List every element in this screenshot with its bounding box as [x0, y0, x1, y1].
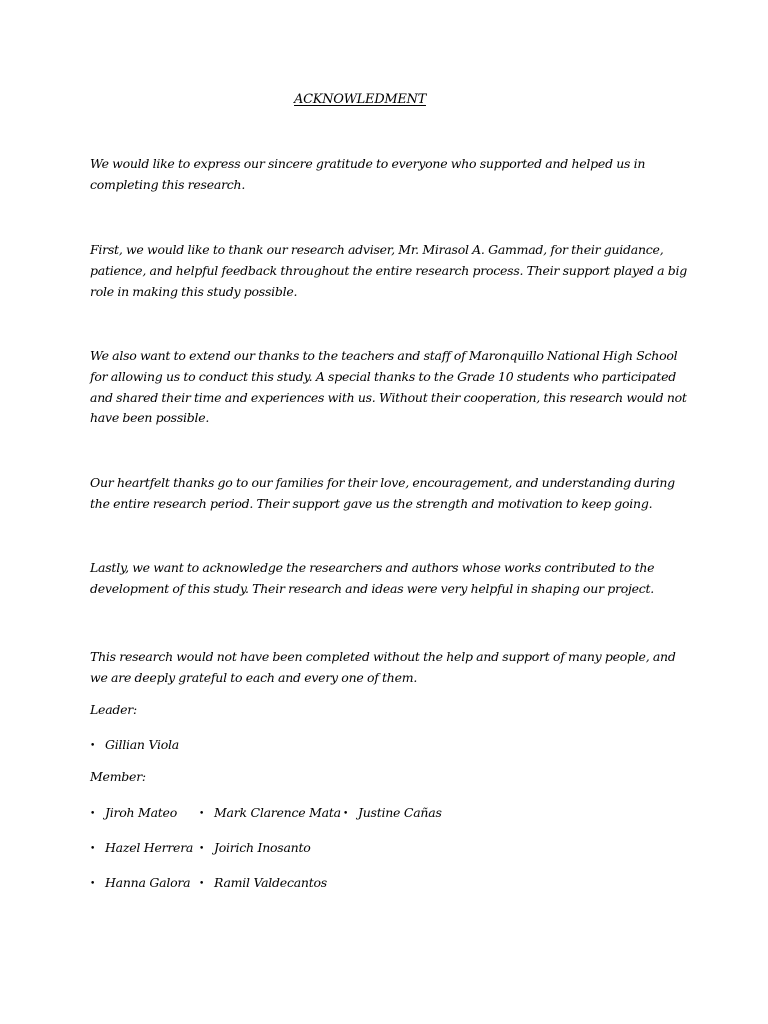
member-name: Justine Cañas	[358, 805, 442, 820]
member-name: Ramil Valdecantos	[214, 875, 327, 890]
bullet-icon: •	[90, 879, 96, 889]
leader-label: Leader:	[90, 702, 137, 717]
paragraph-school: We also want to extend our thanks to the teachers and staff of Maronquillo National High School for allowing us to conduct this study. A special thanks to the Grade 10 students who participated and shared their time and experiences with us. Without their cooperation, this research would not have been possible.	[90, 348, 687, 426]
document-title: ACKNOWLEDMENT	[294, 92, 426, 107]
bullet-icon: •	[199, 879, 205, 889]
paragraph-closing: This research would not have been completed without the help and support of many people, and we are deeply grateful to each and every one of them.	[90, 649, 676, 685]
member-name: Jiroh Mateo	[105, 805, 177, 820]
leader-name: Gillian Viola	[105, 737, 179, 752]
bullet-icon: •	[90, 809, 96, 819]
bullet-icon: •	[90, 844, 96, 854]
member-name: Hazel Herrera	[105, 840, 194, 855]
bullet-icon: •	[343, 809, 349, 819]
member-item	[199, 805, 341, 820]
paragraph-intro: We would like to express our sincere gratitude to everyone who supported and helped us in completing this research.	[90, 156, 646, 192]
bullet-icon: •	[199, 844, 205, 854]
member-item	[343, 805, 442, 820]
paragraph-adviser: First, we would like to thank our research adviser, Mr. Mirasol A. Gammad, for their guidance, patience, and helpful feedback throughout the entire research process. Their support played a big role in making this study possible.	[90, 242, 687, 299]
member-name: Hanna Galora	[105, 875, 191, 890]
bullet-icon: •	[90, 741, 96, 751]
paragraph-families: Our heartfelt thanks go to our families for their love, encouragement, and understanding during the entire research period. Their support gave us the strength and motivation to keep going.	[90, 475, 675, 511]
member-item	[90, 840, 193, 855]
member-item	[90, 805, 177, 820]
member-item	[90, 875, 190, 890]
member-name: Joirich Inosanto	[214, 840, 311, 855]
member-label: Member:	[90, 769, 146, 784]
member-name: Mark Clarence Mata	[214, 805, 341, 820]
bullet-icon: •	[199, 809, 205, 819]
member-item	[199, 875, 327, 890]
member-item	[199, 840, 311, 855]
leader-item	[90, 737, 179, 752]
paragraph-researchers: Lastly, we want to acknowledge the researchers and authors whose works contributed to the development of this study. Their research and ideas were very helpful in shaping our project.	[90, 560, 655, 596]
